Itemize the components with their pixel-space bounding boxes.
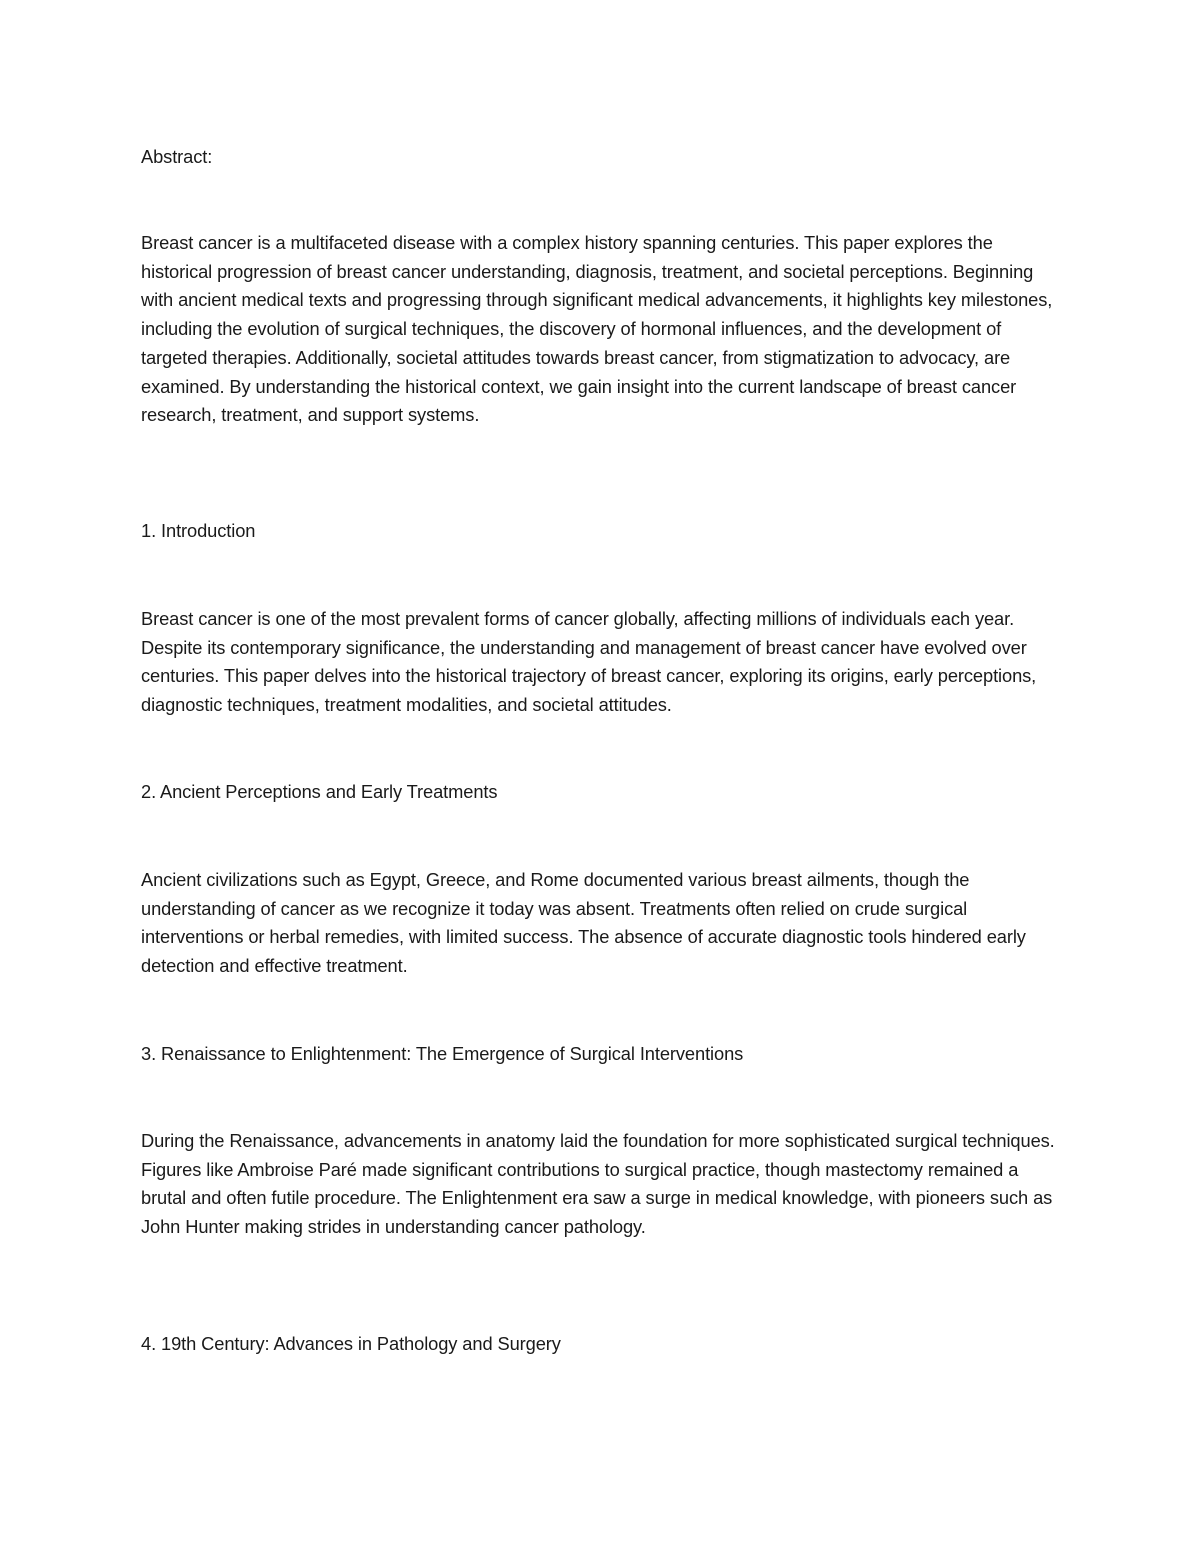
section-heading-introduction: 1. Introduction <box>141 520 256 541</box>
section-paragraph-ancient: Ancient civilizations such as Egypt, Greece, and Rome documented various breast ailments, though the understanding of cancer as we recognize it today was absent. Treatments often relied on crude surgical interventions or herbal remedies, with limited success. The absence of accurate diagnostic tools hindered early detection and effective treatment. <box>141 869 1026 977</box>
section-heading-renaissance: 3. Renaissance to Enlightenment: The Emergence of Surgical Interventions <box>141 1043 744 1064</box>
section-paragraph-introduction: Breast cancer is one of the most prevalent forms of cancer globally, affecting millions of individuals each year. Despite its contemporary significance, the understanding and management of breast cancer have evolved over centuries. This paper delves into the historical trajectory of breast cancer, exploring its origins, early perceptions, diagnostic techniques, treatment modalities, and societal attitudes. <box>141 608 1037 716</box>
section-heading-ancient: 2. Ancient Perceptions and Early Treatments <box>141 781 498 802</box>
abstract-paragraph: Breast cancer is a multifaceted disease with a complex history spanning centuries. This paper explores the historical progression of breast cancer understanding, diagnosis, treatment, and societal perceptions. Beginning with ancient medical texts and progressing through significant medical advancements, it highlights key milestones, including the evolution of surgical techniques, the discovery of hormonal influences, and the development of targeted therapies. Additionally, societal attitudes towards breast cancer, from stigmatization to advocacy, are examined. By understanding the historical context, we gain insight into the current landscape of breast cancer research, treatment, and support systems. <box>141 232 1053 426</box>
section-heading-19th-century: 4. 19th Century: Advances in Pathology and Surgery <box>141 1333 561 1354</box>
section-paragraph-renaissance: During the Renaissance, advancements in anatomy laid the foundation for more sophisticated surgical techniques. Figures like Ambroise Paré made significant contributions to surgical practice, though mastectomy remained a brutal and often futile procedure. The Enlightenment era saw a surge in medical knowledge, with pioneers such as John Hunter making strides in understanding cancer pathology. <box>141 1130 1055 1238</box>
abstract-label: Abstract: <box>141 146 213 167</box>
